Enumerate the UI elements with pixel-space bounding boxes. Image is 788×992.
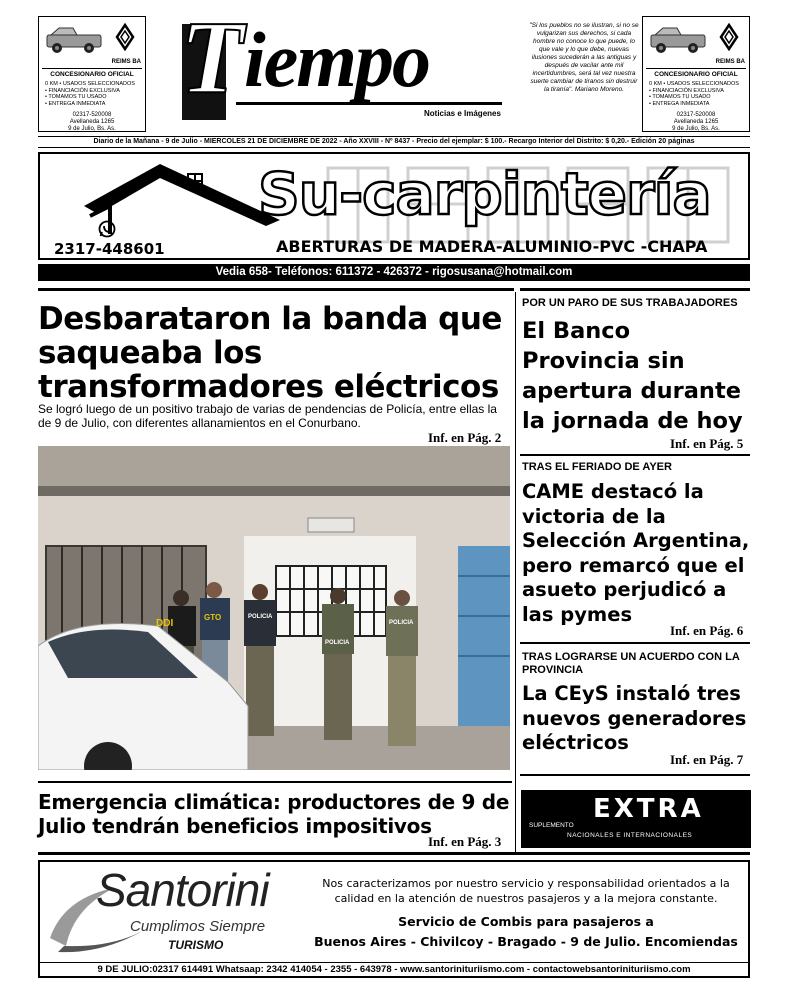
dealer-address: Avellaneda 1265 [673,119,719,125]
story-page-ref[interactable]: Inf. en Pág. 5 [670,436,744,451]
santorini-slogan: Cumplimos Siempre [130,918,266,935]
dealer-phone: 02317-520008 [676,112,716,118]
divider [520,642,750,644]
extra-subtitle: NACIONALES E INTERNACIONALES [567,832,693,839]
masthead-title: iempo [244,16,429,103]
divider [38,852,750,855]
dealer-city: 9 de Julio, Bs. As. [672,126,720,132]
column-divider [515,292,516,852]
santorini-routes: Buenos Aires - Chivilcoy - Bragado - 9 de Julio. Encomiendas [314,934,738,949]
masthead-title-initial: T [180,0,244,115]
santorini-type: TURISMO [168,938,224,952]
list-item: • ENTREGA INMEDIATA [649,100,710,107]
story-kicker: TRAS EL FERIADO DE AYER [522,461,672,473]
extra-supplement-banner[interactable] [521,790,751,848]
dealer-feature-list [649,81,739,107]
police-raid-photo [38,446,510,770]
pickup-truck-icon [43,25,105,55]
carpinteria-ad[interactable] [38,152,750,260]
photo-label: POLICIA [248,614,273,620]
story-headline[interactable]: CAME destacó la victoria de la Selección Argentina, pero remarcó que el asueto perjudicó a las pymes [522,480,750,626]
carpinteria-tagline: ABERTURAS DE MADERA-ALUMINIO-PVC -CHAPA [276,237,708,256]
main-lede: Se logró luego de un positivo trabajo de varias de pendencias de Policía, entre ellas la de 9 de Julio, con diferentes allanamientos en el Conurbano. [38,402,497,430]
list-item: 0 KM • USADOS SELECCIONADOS [649,81,739,87]
dealer-ad-left [38,16,146,132]
masthead-underline [236,102,502,105]
list-item: • ENTREGA INMEDIATA [45,100,106,107]
list-item: • TOMAMOS TU USADO [45,94,107,100]
carpinteria-contact-bar: Vedia 658- Teléfonos: 611372 - 426372 - rigosusana@hotmail.com [38,264,750,281]
dealer-brand: REIMS BA [715,59,745,65]
dealer-feature-list [45,81,135,107]
main-headline[interactable]: Desbarataron la banda que saqueaba los transformadores eléctricos [38,301,502,405]
bottom-page-ref[interactable]: Inf. en Pág. 3 [428,834,502,849]
story-headline[interactable]: La CEyS instaló tres nuevos generadores eléctricos [522,682,747,754]
divider [38,288,514,291]
dealer-city: 9 de Julio, Bs. As. [68,126,116,132]
whatsapp-icon [98,220,116,238]
divider [38,781,512,783]
santorini-description: Nos caracterizamos por nuestro servicio y responsabilidad orientados a la calidad en la atención de nuestros pasajeros y a la mejora constante. [322,877,730,905]
list-item: • TOMAMOS TU USADO [649,94,711,100]
extra-title: EXTRA [593,794,704,824]
santorini-name: Santorini [96,864,269,916]
story-kicker: TRAS LOGRARSE UN ACUERDO CON LA PROVINCIA [522,651,740,676]
photo-label: POLICIA [325,640,350,646]
bottom-headline[interactable]: Emergencia climática: productores de 9 de Julio tendrán beneficios impositivos [38,790,510,838]
extra-supplement-label: SUPLEMENTO [529,822,574,829]
story-headline[interactable]: El Banco Provincia sin apertura durante la jornada de hoy [522,318,743,434]
dealer-brand: REIMS BA [111,59,141,65]
dealer-address: Avellaneda 1265 [69,119,115,125]
story-page-ref[interactable]: Inf. en Pág. 7 [670,752,744,767]
renault-logo-icon [715,23,743,51]
list-item: 0 KM • USADOS SELECCIONADOS [45,81,135,87]
pickup-truck-icon [647,25,709,55]
masthead-subtitle: Noticias e Imágenes [424,109,501,118]
santorini-footer: 9 DE JULIO:02317 614491 Whatsaap: 2342 414054 - 2355 - 643978 - www.santorinituriismo.com - contactowebsantorinituriismo.com [40,962,748,977]
renault-logo-icon [111,23,139,51]
divider [520,774,750,776]
santorini-ad[interactable] [38,860,750,978]
main-page-ref[interactable]: Inf. en Pág. 2 [428,430,502,445]
photo-label: POLICIA [389,620,414,626]
photo-label: DDI [156,618,174,629]
story-page-ref[interactable]: Inf. en Pág. 6 [670,623,744,638]
dealer-contact [643,112,749,132]
divider [520,288,750,291]
dealer-ad-right [642,16,750,132]
carpinteria-whatsapp: 2317-448601 [54,240,165,258]
dateline: Diario de la Mañana - 9 de Julio - MIERCOLES 21 DE DICIEMBRE DE 2022 - Año XXVIII - Nº 8437 - Precio del ejemplar: $ 100.- Recargo Interior del Distrito: $ 0,20.- Edición 20 páginas [38,136,750,148]
santorini-service-line: Servicio de Combis para pasajeros a [398,914,654,929]
list-item: • FINANCIACIÓN EXCLUSIVA [649,87,724,94]
list-item: • FINANCIACIÓN EXCLUSIVA [45,87,120,94]
carpinteria-name: Su-carpintería [258,160,711,228]
dealer-contact [39,112,145,132]
story-kicker: POR UN PARO DE SUS TRABAJADORES [522,297,738,309]
divider [520,454,750,456]
santorini-service [310,912,742,952]
main-photo [38,446,510,770]
dealer-concesionario: CONCESIONARIO OFICIAL [654,71,738,78]
photo-label: GTO [204,613,222,622]
dealer-phone: 02317-520008 [72,112,112,118]
dealer-concesionario: CONCESIONARIO OFICIAL [50,71,134,78]
masthead-quote: "Si los pueblos no se ilustran, si no se vulgarizan sus derechos, si cada hombre no conoce lo que puede, lo que vale y lo que debe, nuevas ilusiones sucederán a las antiguas y después de vacilar ante mil incertidumbres, será tal vez nuestra suerte cambiar de tiranos sin destruir la tiranía". Mariano Moreno. [529,22,639,93]
